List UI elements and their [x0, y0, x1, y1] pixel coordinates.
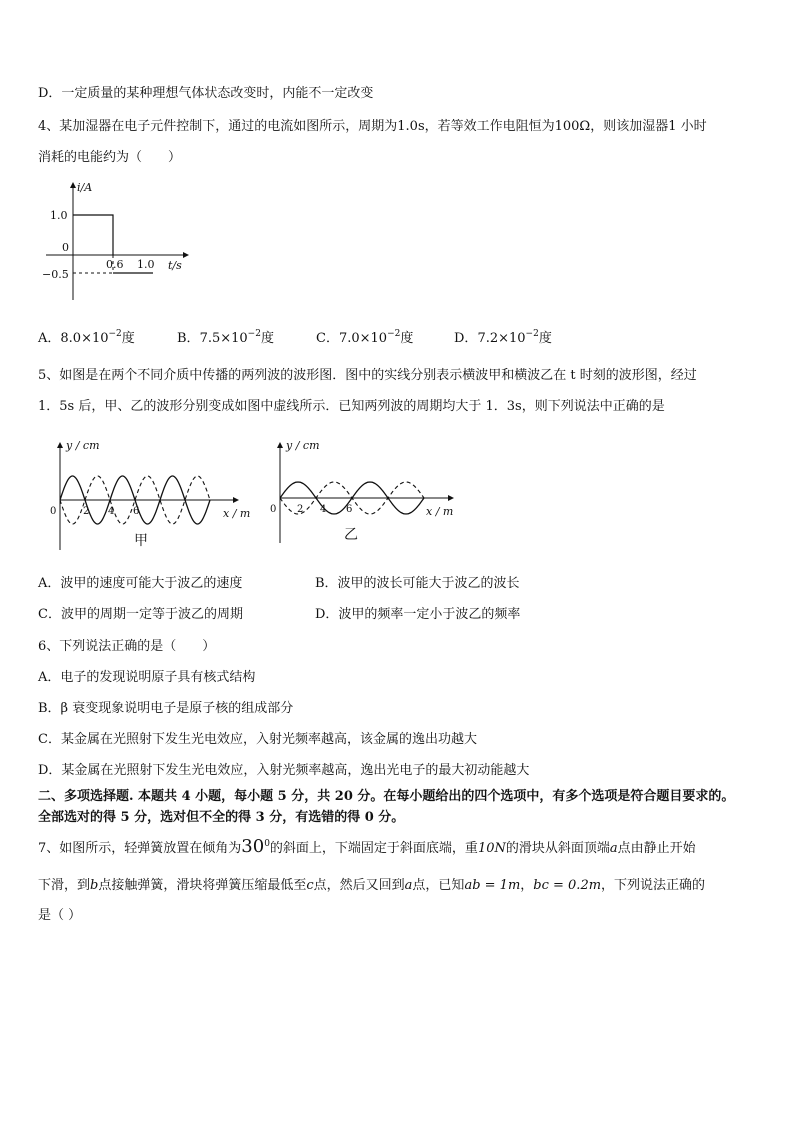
section2-heading-line2: 全部选对的得 5 分，选对但不全的得 3 分，有选错的得 0 分。: [38, 810, 405, 825]
q5-option-b: B．波甲的波长可能大于波乙的波长: [315, 576, 520, 591]
q5-stem-line1: 5、如图是在两个不同介质中传播的两列波的波形图．图中的实线分别表示横波甲和横波乙在 t 时刻的波形图，经过: [38, 368, 697, 383]
jia-y-label: y / cm: [66, 439, 100, 452]
q5-option-d: D．波甲的频率一定小于波乙的频率: [315, 607, 521, 622]
q4-option-a: A．$8.0\times 10^{-2}$度: [38, 329, 135, 346]
q6-option-c: C．某金属在光照射下发生光电效应，入射光频率越高，该金属的逸出功越大: [38, 732, 477, 747]
jia-x-label: x / m: [223, 507, 251, 520]
q5-option-a: A．波甲的速度可能大于波乙的速度: [38, 576, 243, 591]
q4-option-d: D．$7.2\times 10^{-2}$度: [454, 329, 552, 346]
q3-option-d: D．一定质量的某种理想气体状态改变时，内能不一定改变: [38, 86, 374, 101]
q6-option-a: A．电子的发现说明原子具有核式结构: [38, 670, 256, 685]
x-tick-10: 1.0: [137, 258, 155, 271]
jia-tick-2: 2: [83, 506, 90, 517]
y-axis-label: i/A: [77, 181, 93, 194]
q7-stem-line2: 下滑，到b点接触弹簧，滑块将弹簧压缩最低至c点，然后又回到a点，已知ab = 1m，bc = 0.2m，下列说法正确的: [38, 878, 706, 893]
q4-current-graph: [38, 175, 218, 315]
q5-stem-line2: 1．5s 后，甲、乙的波形分别变成如图中虚线所示．已知两列波的周期均大于 1．3s，则下列说法中正确的是: [38, 399, 665, 414]
x-axis-label: t/s: [168, 259, 182, 272]
yi-caption: 乙: [344, 527, 358, 543]
yi-origin: 0: [270, 504, 277, 515]
yi-y-label: y / cm: [286, 439, 320, 452]
wave-graph-yi: [268, 435, 468, 545]
current-high-segment: [73, 215, 113, 255]
q4-option-b: B．$7.5\times 10^{-2}$度: [177, 329, 274, 346]
q4-option-c: C．$7.0\times 10^{-2}$度: [316, 329, 414, 346]
yi-tick-2: 2: [297, 504, 304, 515]
yi-x-label: x / m: [426, 505, 454, 518]
jia-origin: 0: [50, 506, 57, 517]
q4-stem-line2: 消耗的电能约为（ ）: [38, 150, 182, 165]
y-tick-neg: −0.5: [42, 268, 69, 281]
x-tick-06: 0.6: [106, 258, 124, 271]
section2-heading-line1: 二、多项选择题. 本题共 4 小题，每小题 5 分，共 20 分。在每小题给出的四个选项中，有多个选项是符合题目要求的。: [38, 789, 735, 804]
q4-stem-line1: 4、某加湿器在电子元件控制下，通过的电流如图所示，周期为1.0s，若等效工作电阻恒为100Ω，则该加湿器1 小时: [38, 119, 707, 134]
q5-option-c: C．波甲的周期一定等于波乙的周期: [38, 607, 243, 622]
y-tick-1: 1.0: [50, 209, 68, 222]
q7-stem-line3: 是（ ）: [38, 908, 82, 923]
jia-tick-6: 6: [133, 506, 140, 517]
jia-caption: 甲: [134, 533, 148, 549]
yi-tick-6: 6: [346, 504, 353, 515]
wave-graph-jia: [48, 435, 258, 555]
q7-stem-line1: 7、如图所示，轻弹簧放置在倾角为$30^0$的斜面上，下端固定于斜面底端，重10N的滑块从斜面顶端a点由静止开始: [38, 836, 696, 857]
jia-tick-4: 4: [108, 506, 115, 517]
y-tick-0: 0: [62, 241, 69, 254]
q6-option-d: D．某金属在光照射下发生光电效应，入射光频率越高，逸出光电子的最大初动能越大: [38, 763, 530, 778]
q6-stem: 6、下列说法正确的是（ ）: [38, 639, 216, 654]
yi-tick-4: 4: [320, 504, 327, 515]
q6-option-b: B．β 衰变现象说明电子是原子核的组成部分: [38, 701, 294, 716]
